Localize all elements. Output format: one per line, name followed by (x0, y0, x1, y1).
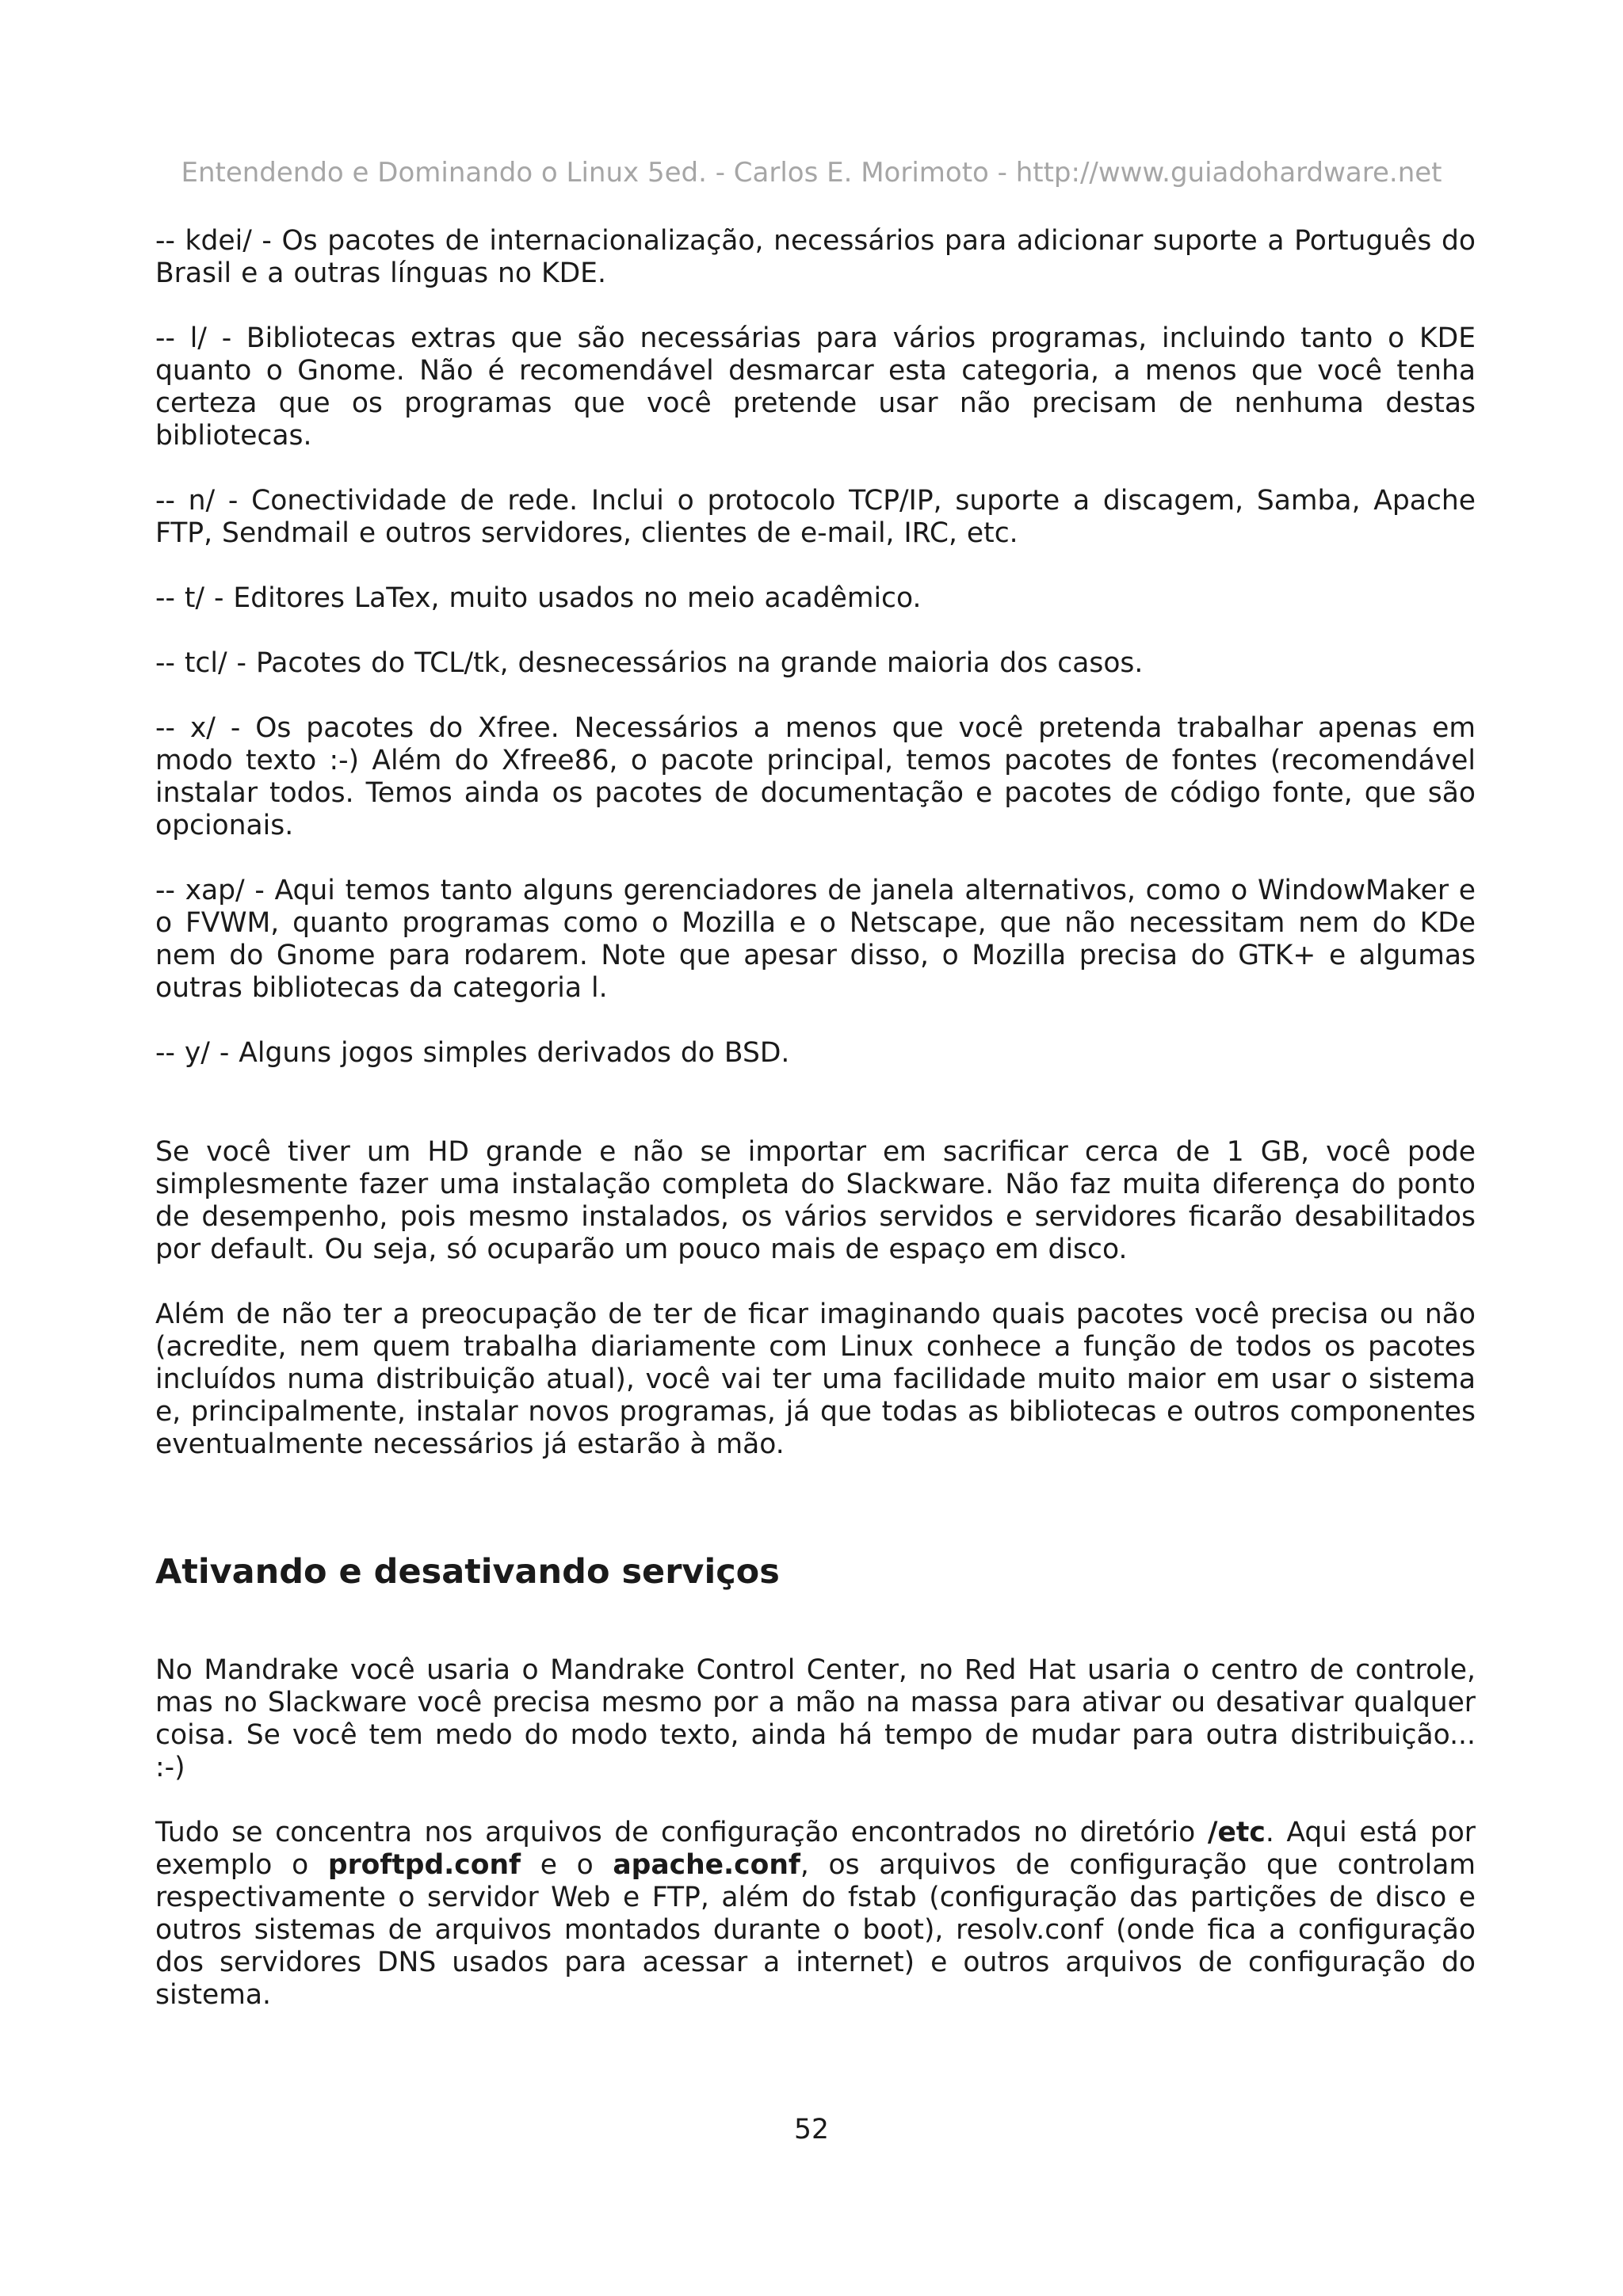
section-paragraph-2 (155, 1817, 1476, 2012)
package-y: -- y/ - Alguns jogos simples derivados do BSD. (155, 1037, 790, 1069)
page-content (155, 225, 1476, 2012)
text-run: . Aqui está por exemplo o (155, 1817, 1476, 1881)
text-run: , os arquivos de configuração que controlam respectivamente o servidor Web e FTP, além do fstab (configuração das partições de disco e outros sistemas de arquivos montados durante o boot), resolv.conf (onde fica a configuração dos servidores DNS usados para acessar a internet) e outros arquivos de configuração do sistema. (155, 1849, 1476, 2011)
text-run: Tudo se concentra nos arquivos de configuração encontrados no diretório (155, 1817, 1208, 1848)
page-number: 52 (794, 2114, 829, 2145)
package-t: -- t/ - Editores LaTex, muito usados no meio acadêmico. (155, 582, 922, 614)
package-kdei: -- kdei/ - Os pacotes de internacionalização, necessários para adicionar suporte a Português do Brasil e a outras línguas no KDE. (155, 225, 1476, 289)
package-l: -- l/ - Bibliotecas extras que são necessárias para vários programas, incluindo tanto o KDE quanto o Gnome. Não é recomendável desmarcar esta categoria, a menos que você tenha certeza que os programas que você pretende usar não precisam de nenhuma destas bibliotecas. (155, 322, 1476, 452)
package-n: -- n/ - Conectividade de rede. Inclui o protocolo TCP/IP, suporte a discagem, Samba, Apache FTP, Sendmail e outros servidores, clientes de e-mail, IRC, etc. (155, 485, 1476, 549)
package-xap: -- xap/ - Aqui temos tanto alguns gerenciadores de janela alternativos, como o WindowMaker e o FVWM, quanto programas como o Mozilla e o Netscape, que não necessitam nem do KDe nem do Gnome para rodarem. Note que apesar disso, o Mozilla precisa do GTK+ e algumas outras bibliotecas da categoria l. (155, 875, 1476, 1004)
etc-directory: /etc (1207, 1817, 1266, 1848)
body-paragraph-2: Além de não ter a preocupação de ter de ficar imaginando quais pacotes você precisa ou não (acredite, nem quem trabalha diariamente com Linux conhece a função de todos os pacotes incluídos numa distribuição atual), você vai ter uma facilidade muito maior em usar o sistema e, principalmente, instalar novos programas, já que todas as bibliotecas e outros componentes eventualmente necessários já estarão à mão. (155, 1299, 1476, 1460)
body-paragraph-1: Se você tiver um HD grande e não se importar em sacrificar cerca de 1 GB, você pode simplesmente fazer uma instalação completa do Slackware. Não faz muita diferença do ponto de desempenho, pois mesmo instalados, os vários servidos e servidores ficarão desabilitados por default. Ou seja, só ocuparão um pouco mais de espaço em disco. (155, 1136, 1476, 1265)
package-tcl: -- tcl/ - Pacotes do TCL/tk, desnecessários na grande maioria dos casos. (155, 647, 1144, 679)
section-heading: Ativando e desativando serviços (155, 1552, 780, 1592)
section-paragraph-1: No Mandrake você usaria o Mandrake Control Center, no Red Hat usaria o centro de controle, mas no Slackware você precisa mesmo por a mão na massa para ativar ou desativar qualquer coisa. Se você tem medo do modo texto, ainda há tempo de mudar para outra distribuição... :-) (155, 1654, 1476, 1783)
proftpd-conf: proftpd.conf (327, 1849, 521, 1881)
package-x: -- x/ - Os pacotes do Xfree. Necessários a menos que você pretenda trabalhar apenas em modo texto :-) Além do Xfree86, o pacote principal, temos pacotes de fontes (recomendável instalar todos. Temos ainda os pacotes de documentação e pacotes de código fonte, que são opcionais. (155, 712, 1476, 841)
running-header: Entendendo e Dominando o Linux 5ed. - Carlos E. Morimoto - http://www.guiadohardware.net (181, 157, 1442, 189)
text-run: e o (521, 1849, 613, 1881)
apache-conf: apache.conf (613, 1849, 800, 1881)
